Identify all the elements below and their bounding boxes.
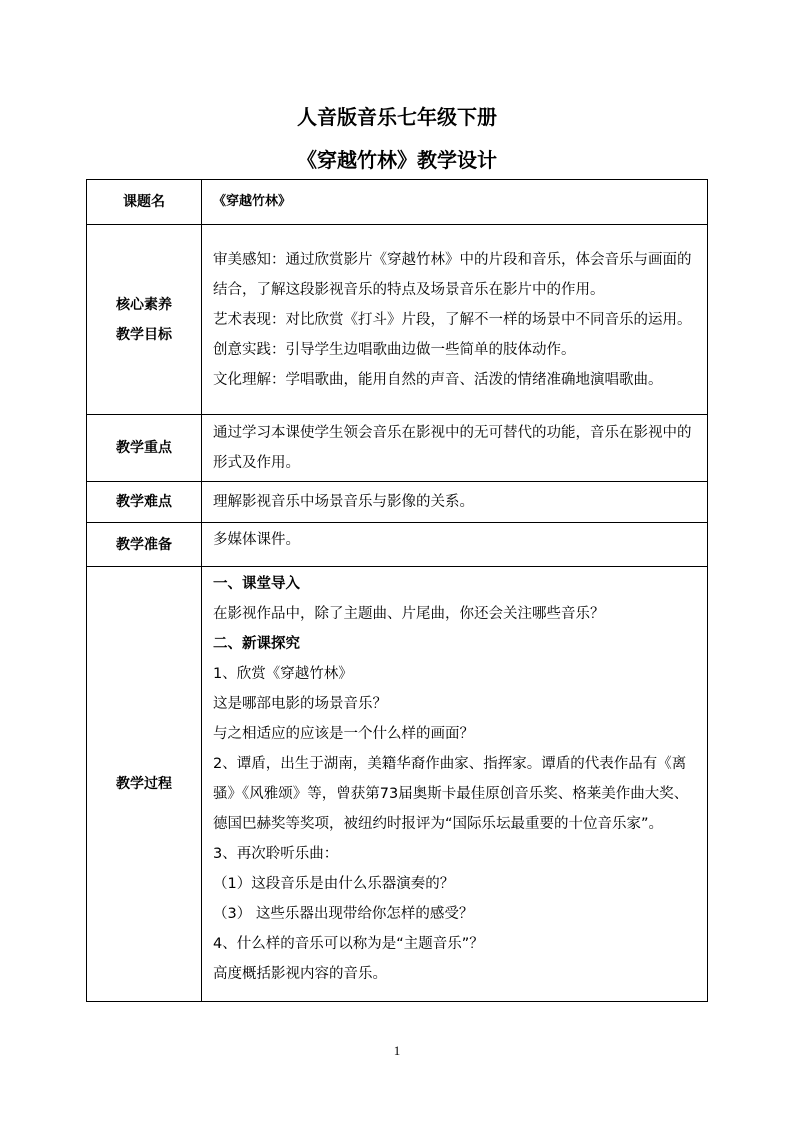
document-subtitle: 《穿越竹林》教学设计 (297, 148, 497, 172)
objectives-content (202, 225, 708, 415)
objective-creative: 创意实践：引导学生边唱歌曲边做一些简单的肢体动作。 (213, 341, 576, 358)
process-content (202, 567, 708, 1002)
difficulties-value: 理解影视音乐中场景音乐与影像的关系。 (202, 482, 708, 523)
objectives-label-line2: 教学目标 (116, 326, 172, 343)
table-row-topic (87, 180, 708, 225)
process-line: 在影视作品中，除了主题曲、片尾曲，你还会关注哪些音乐？ (213, 606, 605, 622)
objective-culture: 文化理解：学唱歌曲，能用自然的声音、活泼的情绪准确地演唱歌曲。 (213, 371, 663, 388)
objective-aesthetic: 审美感知：通过欣赏影片《穿越竹林》中的片段和音乐，体会音乐与画面的结合，了解这段影视音乐的特点及场景音乐在影片中的作用。 (213, 251, 692, 298)
topic-label: 课题名 (87, 180, 202, 225)
table-row-objectives (87, 225, 708, 415)
table-row-difficulties (87, 482, 708, 523)
process-line: （3） 这些乐器出现带给你怎样的感受？ (213, 906, 474, 922)
process-line: 高度概括影视内容的音乐。 (213, 966, 387, 982)
objective-expression: 艺术表现：对比欣赏《打斗》片段，了解不一样的场景中不同音乐的运用。 (213, 311, 692, 328)
page-number: 1 (393, 1043, 401, 1058)
process-line: 二、新课探究 (213, 636, 300, 652)
preparation-label: 教学准备 (87, 523, 202, 567)
process-line: 与之相适应的应该是一个什么样的画面？ (213, 726, 474, 742)
table-row-process (87, 567, 708, 1002)
process-line: 2、谭盾，出生于湖南，美籍华裔作曲家、指挥家。谭盾的代表作品有《离骚》《风雅颂》等，曾获第73届奥斯卡最佳原创音乐奖、格莱美作曲大奖、德国巴赫奖等奖项，被纽约时报评为“国际乐坛最重要的十位音乐家”。 (213, 756, 689, 832)
preparation-value: 多媒体课件。 (202, 523, 708, 567)
process-line: 一、课堂导入 (213, 576, 300, 592)
table-row-preparation (87, 523, 708, 567)
process-label: 教学过程 (87, 567, 202, 1002)
lesson-plan-table (86, 179, 708, 1002)
process-line: 这是哪部电影的场景音乐？ (213, 696, 387, 712)
process-line: （1）这段音乐是由什么乐器演奏的？ (213, 876, 455, 892)
objectives-label-line1: 核心素养 (116, 296, 172, 313)
process-line: 3、再次聆听乐曲： (213, 846, 339, 862)
key-points-label: 教学重点 (87, 415, 202, 482)
difficulties-label: 教学难点 (87, 482, 202, 523)
process-line: 1、欣赏《穿越竹林》 (213, 666, 353, 682)
table-row-key-points (87, 415, 708, 482)
objectives-label (87, 225, 202, 415)
key-points-value: 通过学习本课使学生领会音乐在影视中的无可替代的功能，音乐在影视中的形式及作用。 (202, 415, 708, 482)
document-title: 人音版音乐七年级下册 (297, 105, 497, 129)
process-line: 4、什么样的音乐可以称为是“主题音乐”？ (213, 936, 484, 952)
topic-value: 《穿越竹林》 (202, 180, 708, 225)
